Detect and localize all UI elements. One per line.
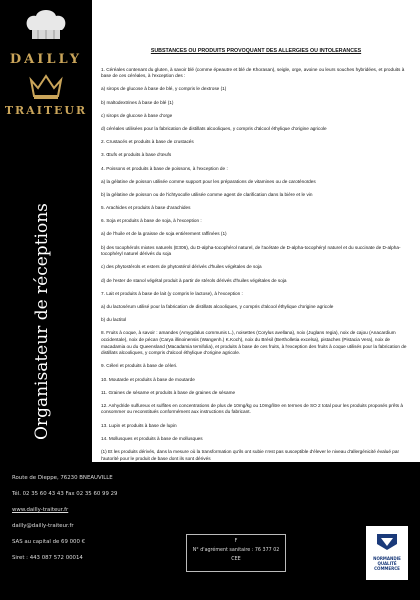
allergen-item: 3. Œufs et produits à base d'œufs: [101, 152, 172, 158]
allergen-item: 1. Céréales contenant du gluten, à savoir blé (comme épeautre et blé de Khorasan), seigle, orge, avoine ou leurs souches hybridées, et produits à base de ces céréales, à l'exception des :: [101, 66, 405, 79]
sanitary-approval-box: [186, 534, 286, 572]
allergen-item: b) maltodextrines à base de blé (1): [101, 99, 174, 105]
allergen-item: 5. Arachides et produits à base d'arachides: [101, 205, 191, 211]
allergen-item: 14. Mollusques et produits à base de mollusques: [101, 435, 203, 441]
address-text: Route de Dieppe, 76230 BNEAUVILLE: [12, 475, 113, 481]
email-link[interactable]: dailly@dailly-traiteur.fr: [12, 523, 74, 529]
allergen-item: d) céréales utilisées pour la fabrication de distillats alcooliques, y compris d'alcool éthylique d'origine agricole: [101, 125, 327, 131]
allergen-item: 13. Lupin et produits à base de lupin: [101, 422, 177, 428]
brand-name-top: DAILLY: [9, 52, 83, 67]
quality-logo-icon: [375, 532, 399, 552]
allergen-item: b) la gélatine de poisson ou de l'ichtyocolle utilisée comme agent de clarification dans la bière et le vin: [101, 191, 313, 197]
allergen-item: c) des phytostérols et esters de phytostérol dérivés d'huiles végétales de soja: [101, 264, 262, 270]
brand-name-bottom: TRAITEUR: [4, 104, 88, 117]
allergen-document: [101, 48, 411, 469]
allergen-item: a) de l'huile et de la graisse de soja entièrement raffinées (1): [101, 231, 227, 237]
allergen-item: b) des tocophérols mixtes naturels (E306), du D-alpha-tocophérol naturel, de l'acétate de D-alpha-tocophéryl naturel et du succinate de D-alpha-tocophéryl naturel dérivés du soja: [101, 244, 401, 257]
allergen-item: 9. Céleri et produits à base de céleri.: [101, 363, 178, 369]
allergen-item: 12. Anhydride sulfureux et sulfites en concentrations de plus de 10mg/kg ou 10mg/litre en termes de SO 2 total pour les produits proposés prêts à consommer ou reconstitués conformément aux instructions du fabricant.: [101, 402, 403, 415]
allergen-item: b) du lactitol: [101, 317, 127, 323]
phone-text: Tél. 02 35 60 43 43 Fax 02 35 60 99 29: [12, 491, 118, 497]
badge-line-3: COMMERCE: [374, 566, 400, 571]
allergen-item: c) sirops de glucose à base d'orge: [101, 112, 173, 118]
allergen-item: 8. Fruits à coque, à savoir : amandes (Amygdalus communis L.), noisettes (Corylus avellana), noix (Juglans regia), noix de cajou (Anacardium occidentale), noix de pécan (Carya illinoinensis (Wangenh.) K.Koch), noix du Brésil (Bertholletia excelsa), pistaches (Pistacia Vera), noix de macadamia ou du Queensland (Macadamia ternifolia), et produits à base de ces fruits, à l'exception des fruits à coque utilisés pour la fabrication de distillats alcooliques, y compris d'alcool éthylique d'origine agricole.: [101, 330, 407, 356]
website-link[interactable]: www.dailly-traiteur.fr: [12, 507, 69, 513]
contact-info: [12, 470, 117, 566]
chef-hat-icon: [22, 6, 70, 42]
tagline-vertical: Organisateur de réceptions: [32, 203, 52, 440]
document-title: SUBSTANCES OU PRODUITS PROVOQUANT DES ALLERGIES OU INTOLERANCES: [150, 48, 362, 54]
cert-code: F: [234, 539, 238, 544]
allergen-item: 6. Soja et produits à base de soja, à l'exception :: [101, 218, 202, 224]
allergen-item: 2. Crustacés et produits à base de crustacés: [101, 139, 194, 145]
cert-number: N° d'agrément sanitaire : 76 377 02: [192, 548, 280, 553]
badge-label: [366, 556, 408, 571]
allergen-item: a) du lactosérum utilisé pour la fabrication de distillats alcooliques, y compris d'alcool éthylique d'origine agricole: [101, 303, 334, 309]
siret-text: Siret : 443 087 572 00014: [12, 555, 83, 561]
capital-text: SAS au capital de 69 000 €: [12, 539, 86, 545]
allergen-item: 7. Lait et produits à base de lait (y compris le lactose), à l'exception :: [101, 290, 243, 296]
badge-line-2: QUALITÉ: [377, 561, 397, 566]
allergen-item: 10. Moutarde et produits à base de moutarde: [101, 376, 195, 382]
cert-suffix: CEE: [231, 557, 241, 562]
allergen-list: [101, 67, 411, 463]
allergen-item: 11. Graines de sésame et produits à base de graines de sésame: [101, 389, 236, 395]
allergen-item: d) de l'ester de stanol végétal produit à partir de stérols dérivés d'huiles végétales de soja: [101, 277, 287, 283]
allergen-item: 4. Poissons et produits à base de poissons, à l'exception de :: [101, 165, 228, 171]
crown-icon: [28, 72, 64, 100]
allergen-item: a) sirops de glucose à base de blé, y compris le dextrose (1): [101, 86, 227, 92]
allergen-item: a) la gélatine de poisson utilisée comme support pour les préparations de vitamines ou de caroténoïdes: [101, 178, 316, 184]
allergen-item: (1) Et les produits dérivés, dans la mesure où la transformation qu'ils ont subie n'est pas susceptible d'élever le niveau d'allergénicité évalué par l'autorité pour le produit de base dont ils sont dérivés: [101, 449, 400, 461]
badge-line-1: NORMANDIE: [373, 556, 401, 561]
quality-badge: [366, 526, 408, 580]
